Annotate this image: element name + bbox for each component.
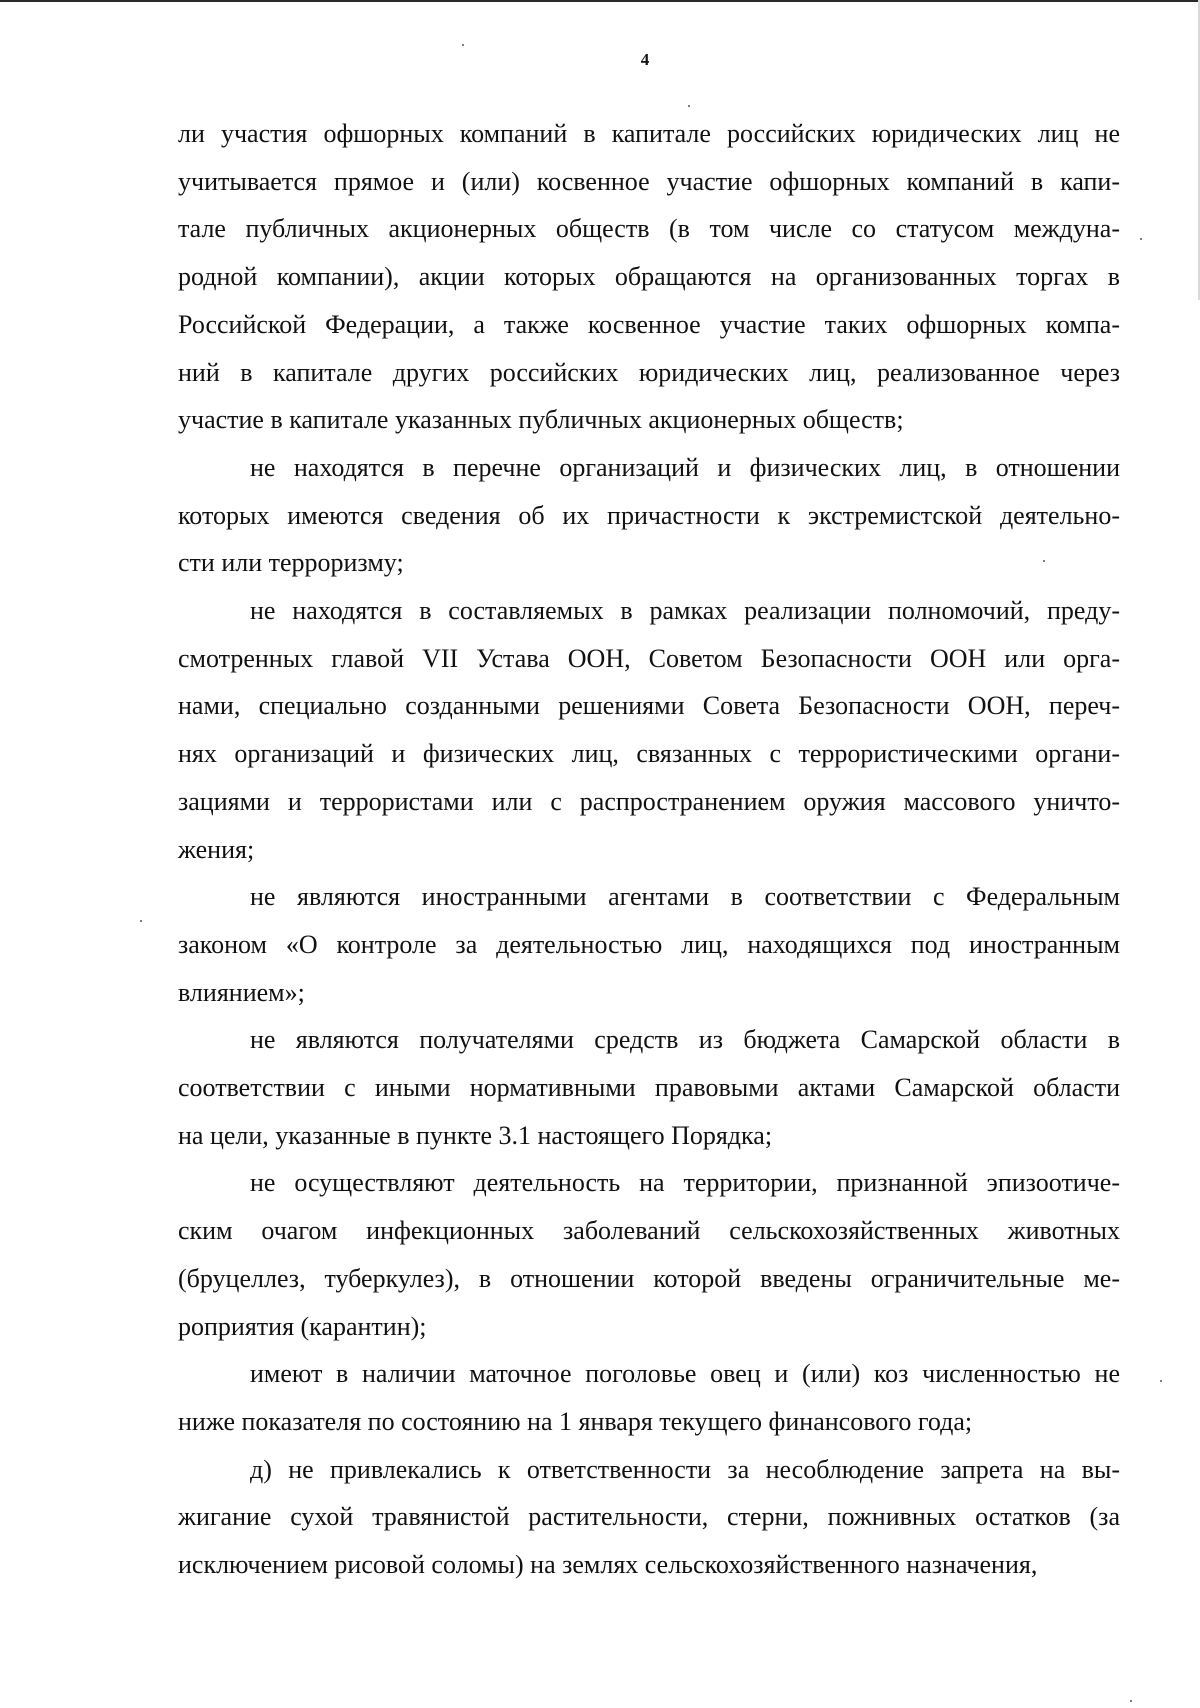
text-line: законом «О контроле за деятельностью лиц, находящихся под иностранным [178, 929, 1120, 959]
text-line: (бруцеллез, туберкулез), в отношении которой введены ограничительные ме- [178, 1263, 1120, 1293]
text-line: роприятия (карантин); [178, 1311, 427, 1341]
text-line: которых имеются сведения об их причастности к экстремистской деятельно- [178, 500, 1120, 530]
text-line: нях организаций и физических лиц, связанных с террористическими органи- [178, 739, 1120, 769]
scan-speck [688, 105, 690, 107]
text-line: ниже показателя по состоянию на 1 января текущего финансового года; [178, 1406, 973, 1436]
document-body [178, 110, 1120, 1589]
scan-speck [1043, 560, 1045, 562]
paragraph [178, 873, 1120, 1016]
text-line: учитывается прямое и (или) косвенное участие офшорных компаний в капи- [178, 166, 1120, 196]
text-line: нами, специально созданными решениями Совета Безопасности ООН, переч- [178, 691, 1120, 721]
text-line: участие в капитале указанных публичных акционерных обществ; [178, 405, 904, 435]
scan-speck [462, 44, 464, 46]
page-number: 4 [640, 50, 650, 69]
text-line: Российской Федерации, а также косвенное участие таких офшорных компа- [178, 309, 1120, 339]
text-line: зациями и террористами или с распространением оружия массового уничто- [178, 786, 1120, 816]
paragraph [178, 444, 1120, 587]
scan-edge-top [0, 0, 1200, 2]
scan-speck [1130, 1700, 1132, 1702]
text-line: не являются иностранными агентами в соответствии с Федеральным [250, 882, 1120, 912]
scan-speck [140, 920, 142, 922]
text-line: ли участия офшорных компаний в капитале российских юридических лиц не [178, 119, 1120, 148]
text-line: жигание сухой травянистой растительности, стерни, пожнивных остатков (за [178, 1502, 1120, 1532]
text-line: ским очагом инфекционных заболеваний сельскохозяйственных животных [178, 1216, 1120, 1246]
paragraph [178, 1159, 1120, 1350]
text-line: не осуществляют деятельность на территории, признанной эпизоотиче- [250, 1168, 1120, 1198]
text-line: ний в капитале других российских юридических лиц, реализованное через [178, 357, 1120, 387]
text-line: имеют в наличии маточное поголовье овец и (или) коз численностью не [250, 1359, 1120, 1389]
scan-speck [1140, 238, 1142, 240]
paragraph [178, 587, 1120, 873]
text-line: родной компании), акции которых обращаются на организованных торгах в [178, 262, 1120, 292]
paragraph [178, 110, 1120, 444]
text-line: влиянием»; [178, 977, 305, 1007]
text-line: не находятся в составляемых в рамках реализации полномочий, преду- [250, 596, 1120, 626]
paragraph [178, 1446, 1120, 1589]
paragraph [178, 1350, 1120, 1445]
text-line: тале публичных акционерных обществ (в том числе со статусом междуна- [178, 214, 1120, 244]
text-line: на цели, указанные в пункте 3.1 настоящего Порядка; [178, 1120, 773, 1150]
text-line: не являются получателями средств из бюджета Самарской области в [250, 1025, 1120, 1055]
scan-speck [1160, 1380, 1162, 1382]
paragraph [178, 1016, 1120, 1159]
text-line: не находятся в перечне организаций и физических лиц, в отношении [250, 452, 1120, 482]
text-line: смотренных главой VII Устава ООН, Советом Безопасности ООН или орга- [178, 643, 1120, 673]
text-line: д) не привлекались к ответственности за несоблюдение запрета на вы- [250, 1454, 1120, 1484]
text-line: соответствии с иными нормативными правовыми актами Самарской области [178, 1073, 1120, 1103]
text-line: жения; [178, 834, 255, 864]
text-line: исключением рисовой соломы) на землях сельскохозяйственного назначения, [178, 1550, 1038, 1580]
text-line: сти или терроризму; [178, 548, 404, 578]
